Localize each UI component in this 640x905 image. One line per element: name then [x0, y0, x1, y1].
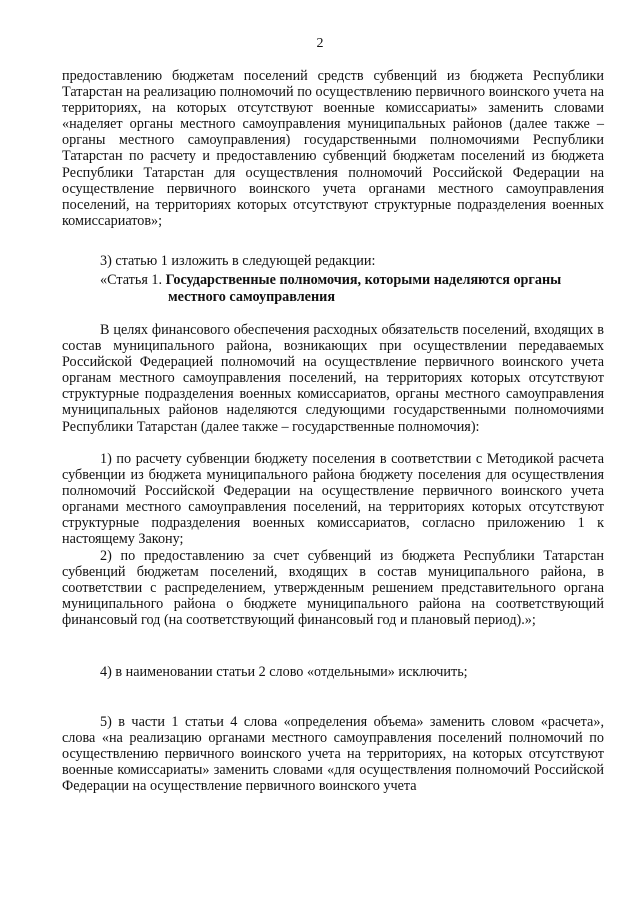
page-number: 2 — [316, 36, 324, 51]
article-title: Государственные полномочия, которыми наделяются органы — [165, 272, 562, 288]
article-prefix: «Статья 1. — [100, 272, 166, 288]
article-title-cont: местного самоуправления — [168, 289, 336, 305]
item-4: 4) в наименовании статьи 2 слово «отдельными» исключить; — [100, 664, 468, 680]
paragraph-continuation: предоставлению бюджетам поселений средств субвенций из бюджета Республики Татарстан на реализацию полномочий по осуществлению первичного воинского учета на территориях, на которых отсутствуют военные комиссариаты» заменить словами «наделяет органы местного самоуправления муниципальных районов (далее также – органы местного самоуправления) государственными полномочиями Республики Татарстан по расчету и предоставлению субвенций бюджетам поселений из бюджета Республики Татарстан для осуществления полномочий Российской Федерации на осуществление первичного воинского учета органами местного самоуправления поселений, на территориях которых отсутствуют структурные подразделения военных комиссариатов»; — [62, 68, 604, 229]
paragraph-intro: В целях финансового обеспечения расходных обязательств поселений, входящих в состав муниципального района, возникающих при осуществлении передаваемых Российской Федерацией полномочий на осуществление первичного воинского учета органам местного самоуправления поселений, на территориях которых отсутствуют структурные подразделения военных комиссариатов, органы местного самоуправления муниципальных районов наделяются следующими государственными полномочиями Республики Татарстан (далее также – государственные полномочия): — [62, 322, 604, 435]
subitem-2: 2) по предоставлению за счет субвенций из бюджета Республики Татарстан субвенций бюджетам поселений, входящих в состав муниципального района, в соответствии с распределением, утвержденным решением представительного органа муниципального района о бюджете муниципального района на соответствующий финансовый год (на соответствующий финансовый год и плановый период).»; — [62, 548, 604, 629]
article-heading — [100, 272, 604, 288]
subitem-1: 1) по расчету субвенции бюджету поселения в соответствии с Методикой расчета субвенции из бюджета муниципального района бюджету поселения для осуществления полномочий Российской Федерации на осуществление первичного воинского учета органами местного самоуправления поселений, на территориях которых отсутствуют структурные подразделения военных комиссариатов, согласно приложению 1 к настоящему Закону; — [62, 451, 604, 548]
item-5: 5) в части 1 статьи 4 слова «определения объема» заменить словом «расчета», слова «на реализацию органами местного самоуправления поселений полномочий по осуществлению первичного воинского учета на территориях, на которых отсутствуют военные комиссариаты» заменить словами «для осуществления полномочий Российской Федерации на осуществление первичного воинского учета — [62, 714, 604, 795]
item-3: 3) статью 1 изложить в следующей редакции: — [100, 253, 376, 269]
